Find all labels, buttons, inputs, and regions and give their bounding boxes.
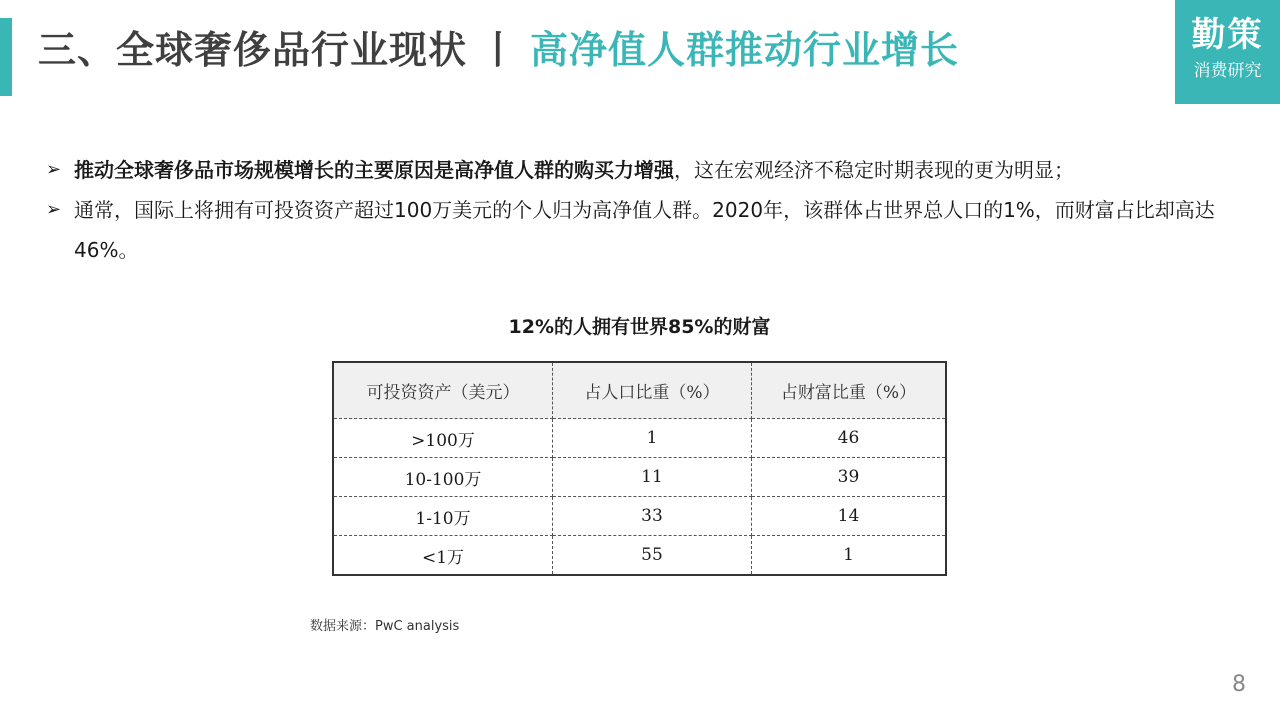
table-cell: 33 [553, 497, 752, 536]
table-cell: 1-10万 [333, 497, 553, 536]
table-cell: 1 [843, 545, 854, 565]
data-source-note: 数据来源：PwC analysis [310, 619, 460, 634]
table-header-row [333, 362, 946, 419]
bullet-2-text: 通常，国际上将拥有可投资资产超过100万美元的个人归为高净值人群。2020年，该群体占世界总人口的1%，而财富占比却高达46%。 [74, 198, 1215, 262]
table-cell: 55 [553, 536, 752, 576]
table-cell: 1 [553, 419, 752, 458]
bullet-1-text: ，这在宏观经济不稳定时期表现的更为明显； [674, 158, 1074, 182]
table-row [333, 458, 946, 497]
title-main: 三、全球奢侈品行业现状 [38, 28, 468, 72]
table-cell: 14 [752, 497, 947, 536]
bullet-1-bold-text: 推动全球奢侈品市场规模增长的主要原因是高净值人群的购买力增强 [74, 158, 674, 182]
arrow-bullet-icon: ➢ [46, 199, 62, 220]
table-cell: 11 [553, 458, 752, 497]
table-cell: <1万 [333, 536, 553, 576]
table-title: 12%的人拥有世界85%的财富 [508, 316, 771, 338]
page-title [38, 24, 959, 76]
page-number: 8 [1232, 672, 1246, 697]
title-separator: 丨 [479, 28, 519, 72]
wealth-distribution-table [332, 361, 947, 576]
logo-tagline: 消费研究 [1193, 61, 1262, 81]
table-cell: >100万 [333, 419, 553, 458]
brand-logo [1175, 0, 1280, 104]
title-subtitle: 高净值人群推动行业增长 [530, 28, 960, 72]
bullet-item [46, 150, 1246, 190]
table-cell: 46 [752, 419, 947, 458]
bullet-list [46, 150, 1246, 270]
table-row [333, 497, 946, 536]
table-cell: 10-100万 [333, 458, 553, 497]
column-header: 可投资资产（美元） [333, 362, 553, 419]
column-header: 占人口比重（%） [553, 362, 752, 419]
table-row [333, 419, 946, 458]
column-header: 占财富比重（%） [752, 362, 947, 419]
arrow-bullet-icon: ➢ [46, 159, 62, 180]
bullet-item [46, 190, 1246, 270]
logo-name: 勤策 [1191, 15, 1264, 55]
table-row [333, 536, 946, 576]
table-cell: 39 [752, 458, 947, 497]
title-accent-bar [0, 18, 12, 96]
